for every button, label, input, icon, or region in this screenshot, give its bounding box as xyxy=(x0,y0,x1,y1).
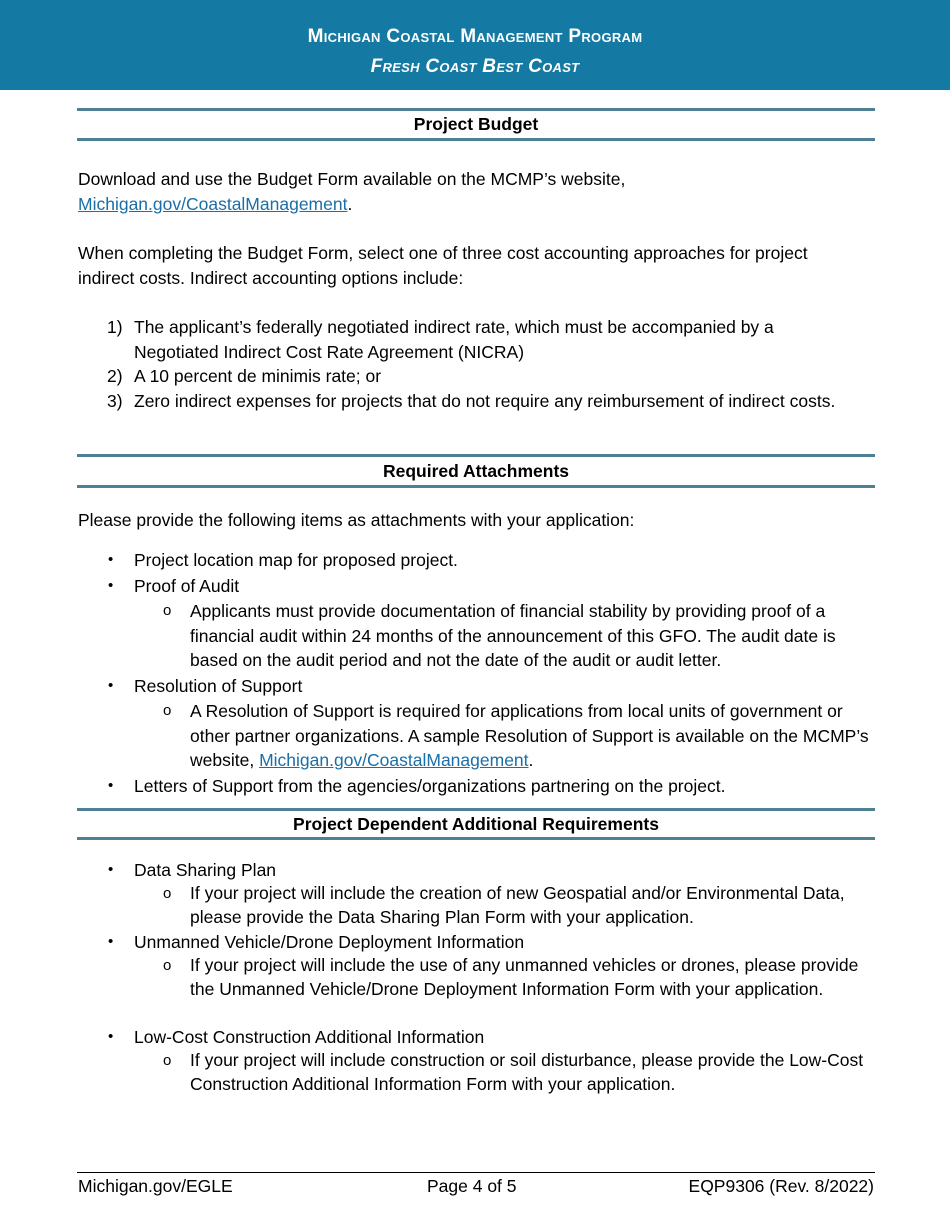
header-banner xyxy=(0,0,950,90)
bullet-icon: • xyxy=(108,551,114,568)
list-item: Unmanned Vehicle/Drone Deployment Information xyxy=(134,932,525,952)
option-number: 1) xyxy=(107,317,123,337)
attachments-intro: Please provide the following items as attachments with your application: xyxy=(78,510,635,530)
budget-p1-text: Download and use the Budget Form available on the MCMP’s website, xyxy=(78,169,626,189)
bullet-icon: • xyxy=(108,1028,114,1045)
option-number: 3) xyxy=(107,391,123,411)
bullet-icon: • xyxy=(108,933,114,950)
sub-list-item: If your project will include the creation of new Geospatial and/or Environmental Data, please provide the Data Sharing Plan Form with your application. xyxy=(190,883,845,927)
program-title: Michigan Coastal Management Program xyxy=(307,26,643,47)
bullet-icon: • xyxy=(108,861,114,878)
list-item: Resolution of Support xyxy=(134,676,303,696)
footer-page-number: Page 4 of 5 xyxy=(427,1176,517,1196)
list-item: Project location map for proposed project. xyxy=(134,550,458,570)
list-item: Data Sharing Plan xyxy=(134,860,277,880)
budget-paragraph-2 xyxy=(78,241,808,290)
sub-bullet-icon: o xyxy=(163,957,172,974)
sub-list-item xyxy=(190,699,875,773)
budget-p1-end: . xyxy=(347,193,353,214)
sub-bullet-icon: o xyxy=(163,702,172,719)
section-heading-attachments: Required Attachments xyxy=(77,454,875,488)
section-heading-dependent: Project Dependent Additional Requirements xyxy=(77,808,875,840)
sub-list-item: Applicants must provide documentation of financial stability by providing proof of a financial audit within 24 months of the announcement of this GFO. The audit date is based on the audit period and not the date of the audit or audit letter. xyxy=(190,601,836,670)
list-item: Letters of Support from the agencies/organizations partnering on the project. xyxy=(134,776,726,796)
footer-form-number: EQP9306 (Rev. 8/2022) xyxy=(688,1176,874,1196)
sub-list-item: If your project will include construction or soil disturbance, please provide the Low-Cost Construction Additional Information Form with your application. xyxy=(190,1050,864,1094)
coastal-management-link[interactable]: Michigan.gov/CoastalManagement xyxy=(78,193,348,214)
sub-list-item: If your project will include the use of any unmanned vehicles or drones, please provide the Unmanned Vehicle/Drone Deployment Information Form with your application. xyxy=(190,955,859,999)
option-number: 2) xyxy=(107,366,123,386)
resolution-text: A Resolution of Support is required for applications from local units of government or other partner organizations. A sample Resolution of Support is available on the MCMP’s website, xyxy=(190,701,869,770)
budget-p2-line2: indirect costs. Indirect accounting options include: xyxy=(78,267,464,288)
budget-paragraph-1 xyxy=(78,167,625,216)
option-text: Zero indirect expenses for projects that do not require any reimbursement of indirect costs. xyxy=(134,391,836,411)
list-item: Low-Cost Construction Additional Information xyxy=(134,1027,485,1047)
section-heading-budget: Project Budget xyxy=(77,108,875,141)
resolution-end: . xyxy=(528,750,534,770)
bullet-icon: • xyxy=(108,677,114,694)
option-text: The applicant’s federally negotiated indirect rate, which must be accompanied by a Negotiated Indirect Cost Rate Agreement (NICRA) xyxy=(134,317,774,362)
footer-rule xyxy=(77,1172,875,1173)
program-slogan: Fresh Coast Best Coast xyxy=(370,56,580,77)
sub-bullet-icon: o xyxy=(163,1052,172,1069)
coastal-management-link[interactable]: Michigan.gov/CoastalManagement xyxy=(259,750,529,770)
sub-bullet-icon: o xyxy=(163,602,172,619)
option-text: A 10 percent de minimis rate; or xyxy=(134,366,382,386)
list-item: Proof of Audit xyxy=(134,576,240,596)
sub-bullet-icon: o xyxy=(163,885,172,902)
footer-website: Michigan.gov/EGLE xyxy=(78,1176,233,1196)
bullet-icon: • xyxy=(108,777,114,794)
budget-p2-line1: When completing the Budget Form, select one of three cost accounting approaches for project xyxy=(78,243,808,263)
bullet-icon: • xyxy=(108,577,114,594)
